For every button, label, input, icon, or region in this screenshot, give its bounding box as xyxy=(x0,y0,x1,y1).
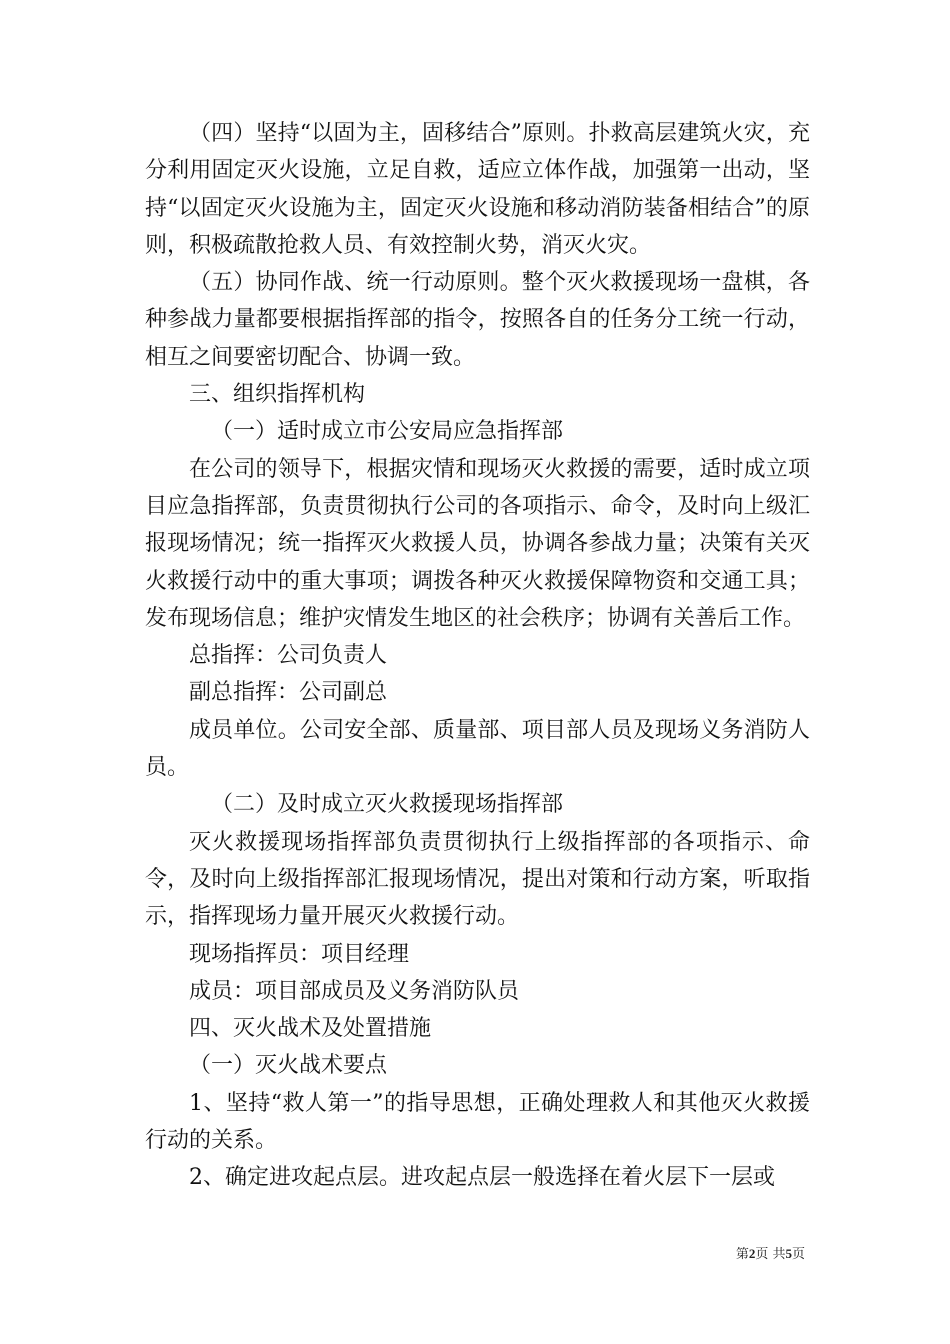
current-page-number: 2 xyxy=(748,1246,756,1261)
line-commander: 总指挥：公司负责人 xyxy=(189,643,388,669)
line-members: 成员：项目部成员及义务消防队员 xyxy=(189,978,520,1004)
paragraph-tactic-2: 2、确定进攻起点层。进攻起点层一般选择在着火层下一层或 xyxy=(189,1165,775,1191)
heading-section-4: 四、灭火战术及处置措施 xyxy=(189,1016,432,1042)
footer-prefix: 第 xyxy=(735,1247,749,1262)
heading-section-3: 三、组织指挥机构 xyxy=(189,382,366,408)
paragraph-command-duties: 在公司的领导下，根据灾情和现场灭火救援的需要，适时成立项目应急指挥部，负责贯彻执行公司的各项指示、命令，及时向上级汇报现场情况；统一指挥灭火救援人员，协调各参战力量；决策有关灭火救援行动中的重大事项；调拨各种灭火救援保障物资和交通工具；发布现场信息；维护灾情发生地区的社会秩序；协调有关善后工作。 xyxy=(145,456,810,631)
document-body xyxy=(145,115,810,1197)
subheading-3-1: （一）适时成立市公安局应急指挥部 xyxy=(211,419,564,445)
subheading-4-1: （一）灭火战术要点 xyxy=(189,1053,388,1079)
paragraph-principle-4: （四）坚持“以固为主，固移结合”原则。扑救高层建筑火灾，充分利用固定灭火设施，立足自救，适应立体作战，加强第一出动，坚持“以固定灭火设施为主，固定灭火设施和移动消防装备相结合”的原则，积极疏散抢救人员、有效控制火势，消灭火灾。 xyxy=(145,121,810,258)
total-page-number: 5 xyxy=(785,1246,792,1261)
footer-suffix: 页 xyxy=(791,1247,805,1262)
paragraph-site-command: 灭火救援现场指挥部负责贯彻执行上级指挥部的各项指示、命令，及时向上级指挥部汇报现场情况，提出对策和行动方案，听取指示，指挥现场力量开展灭火救援行动。 xyxy=(145,829,810,930)
paragraph-principle-5: （五）协同作战、统一行动原则。整个灭火救援现场一盘棋，各种参战力量都要根据指挥部的指令，按照各自的任务分工统一行动，相互之间要密切配合、协调一致。 xyxy=(145,270,810,370)
footer-middle: 页 共 xyxy=(755,1247,786,1262)
paragraph-member-units: 成员单位。公司安全部、质量部、项目部人员及现场义务消防人员。 xyxy=(145,717,810,781)
line-deputy-commander: 副总指挥：公司副总 xyxy=(189,680,388,706)
subheading-3-2: （二）及时成立灭火救援现场指挥部 xyxy=(211,792,564,818)
line-site-commander: 现场指挥员：项目经理 xyxy=(189,941,410,967)
paragraph-tactic-1: 1、坚持“救人第一”的指导思想，正确处理救人和其他灭火救援行动的关系。 xyxy=(145,1090,810,1154)
page-footer xyxy=(736,1246,805,1263)
